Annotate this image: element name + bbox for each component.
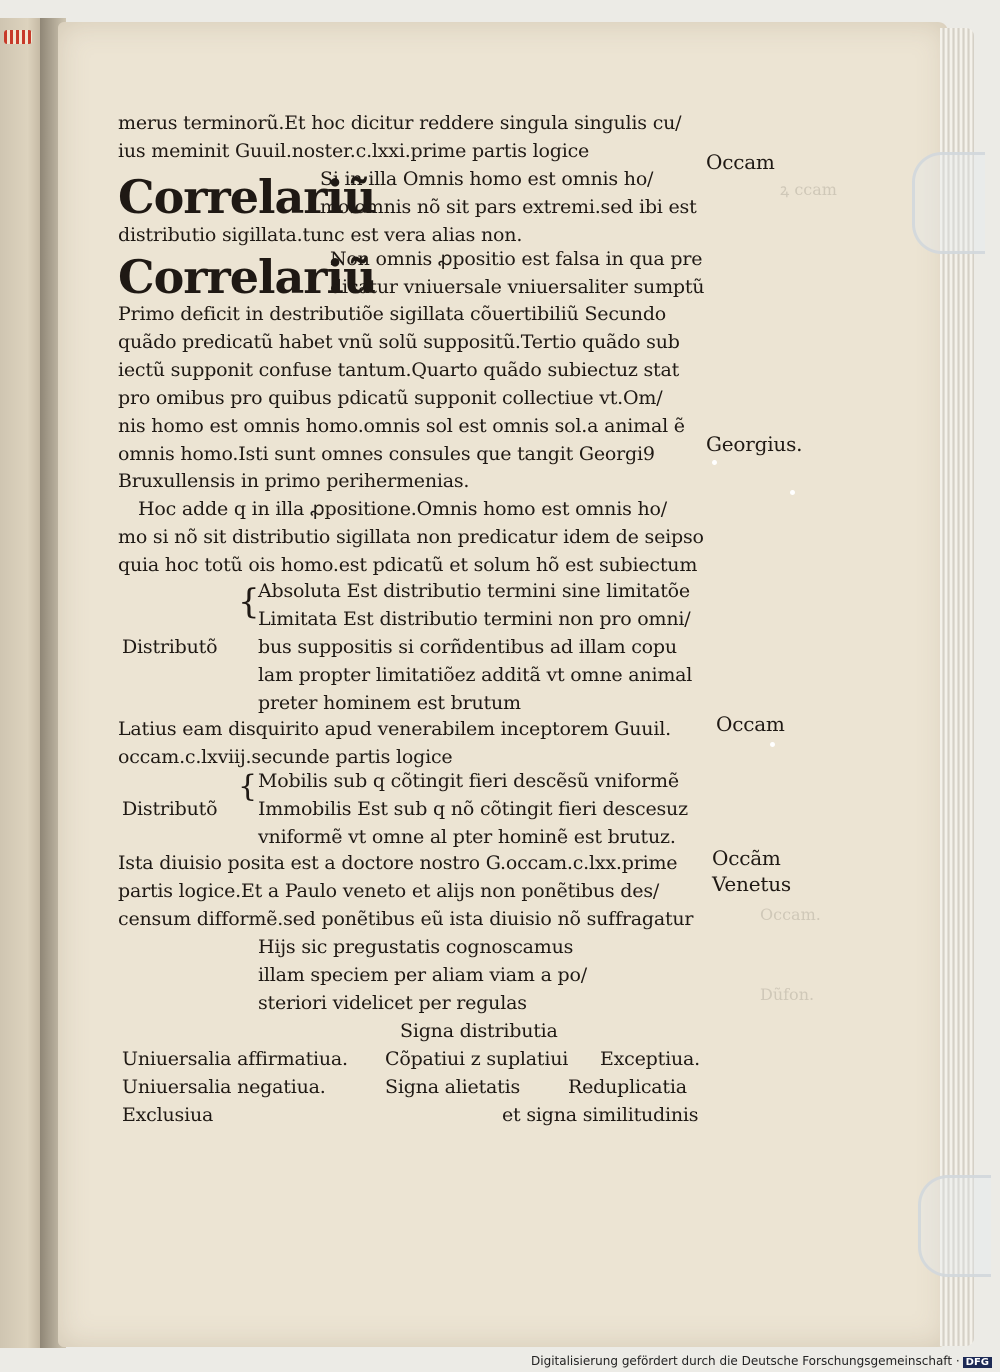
- text-line: Ista diuisio posita est a doctore nostro G.occam.c.lxx.prime: [118, 852, 678, 874]
- heading-correlarium: Correlariũ: [118, 170, 376, 224]
- table-cell: Uniuersalia affirmatiua.: [122, 1048, 348, 1070]
- show-through: ꝝ ccam: [780, 180, 837, 199]
- paper-fleck: [790, 490, 795, 495]
- table-cell: Cõpatiui z suplatiui: [385, 1048, 569, 1070]
- digitization-credit: [531, 1354, 992, 1368]
- text-line: dicatur vniuersale vniuersaliter sumptũ: [330, 276, 705, 298]
- paper-fleck: [712, 460, 717, 465]
- show-through: Occam.: [760, 905, 821, 924]
- margin-note: Occam: [716, 712, 785, 736]
- table-cell: et signa similitudinis: [502, 1104, 699, 1126]
- margin-note: Georgius.: [706, 432, 803, 456]
- dfg-logo: DFG: [963, 1357, 992, 1368]
- table-cell: Reduplicatia: [568, 1076, 687, 1098]
- side-label-distributio: Distributõ: [122, 636, 218, 658]
- page-holder-clip: [912, 152, 985, 254]
- text-line: nis homo est omnis homo.omnis sol est omnis sol.a animal ẽ: [118, 415, 685, 437]
- text-line: occam.c.lxviij.secunde partis logice: [118, 746, 453, 768]
- brace: {: [238, 769, 257, 804]
- page-holder-clip: [918, 1175, 991, 1277]
- paper-fleck: [770, 742, 775, 747]
- margin-note: Occam: [706, 150, 775, 174]
- text-line: mo si nõ sit distributio sigillata non predicatur idem de seipso: [118, 526, 704, 548]
- text-line: illam speciem per aliam viam a po/: [258, 964, 587, 986]
- text-line: omnis homo.Isti sunt omnes consules que tangit Georgi9: [118, 443, 655, 465]
- text-line: lam propter limitatiõez additã vt omne animal: [258, 664, 693, 686]
- text-line: distributio sigillata.tunc est vera alias non.: [118, 224, 523, 246]
- text-line: Si in illa Omnis homo est omnis ho/: [320, 168, 654, 190]
- text-line: Primo deficit in destributiõe sigillata cõuertibiliũ Secundo: [118, 303, 667, 325]
- text-line: quia hoc totũ ois homo.est pdicatũ et solum hõ est subiectum: [118, 554, 698, 576]
- show-through: Dũfon.: [760, 985, 815, 1004]
- text-line: preter hominem est brutum: [258, 692, 521, 714]
- text-line: quãdo predicatũ habet vnũ solũ suppositũ.Tertio quãdo sub: [118, 331, 680, 353]
- credit-text: Digitalisierung gefördert durch die Deutsche Forschungsgemeinschaft ·: [531, 1354, 960, 1368]
- brace: {: [238, 582, 260, 622]
- text-line: partis logice.Et a Paulo veneto et alijs non ponẽtibus des/: [118, 880, 660, 902]
- margin-note: Venetus: [712, 872, 791, 896]
- text-line: Latius eam disquirito apud venerabilem inceptorem Guuil.: [118, 718, 671, 740]
- text-line: merus terminorũ.Et hoc dicitur reddere singula singulis cu/: [118, 112, 682, 134]
- table-cell: Exclusiua: [122, 1104, 214, 1126]
- text-line: mo.omnis nõ sit pars extremi.sed ibi est: [320, 196, 697, 218]
- text-line: Non omnis ꝓpositio est falsa in qua pre: [330, 248, 703, 270]
- text-line: Mobilis sub q cõtingit fieri descẽsũ vniformẽ: [258, 770, 679, 792]
- text-line: Hijs sic pregustatis cognoscamus: [258, 936, 574, 958]
- text-line: Immobilis Est sub q nõ cõtingit fieri descesuz: [258, 798, 688, 820]
- color-calibration-strip: [4, 30, 32, 44]
- text-line: vniformẽ vt omne al pter hominẽ est brutuz.: [258, 826, 676, 848]
- text-line: censum difformẽ.sed ponẽtibus eũ ista diuisio nõ suffragatur: [118, 908, 694, 930]
- text-line: Hoc adde q in illa ꝓpositione.Omnis homo est omnis ho/: [138, 498, 667, 520]
- text-line: Bruxullensis in primo perihermenias.: [118, 470, 470, 492]
- text-line: ius meminit Guuil.noster.c.lxxi.prime partis logice: [118, 140, 590, 162]
- text-line: bus suppositis si corñdentibus ad illam copu: [258, 636, 677, 658]
- heading-correlarium: Correlariũ: [118, 250, 376, 304]
- margin-note: Occãm: [712, 846, 781, 870]
- text-line: Limitata Est distributio termini non pro omni/: [258, 608, 691, 630]
- table-cell: Uniuersalia negatiua.: [122, 1076, 326, 1098]
- text-line: pro omibus pro quibus pdicatũ supponit collectiue vt.Om/: [118, 387, 663, 409]
- table-title: Signa distributia: [400, 1020, 558, 1042]
- table-cell: Signa alietatis: [385, 1076, 521, 1098]
- side-label-distributio: Distributõ: [122, 798, 218, 820]
- table-cell: Exceptiua.: [600, 1048, 700, 1070]
- text-line: steriori videlicet per regulas: [258, 992, 527, 1014]
- text-line: iectũ supponit confuse tantum.Quarto quãdo subiectuz stat: [118, 359, 680, 381]
- text-line: Absoluta Est distributio termini sine limitatõe: [258, 580, 690, 602]
